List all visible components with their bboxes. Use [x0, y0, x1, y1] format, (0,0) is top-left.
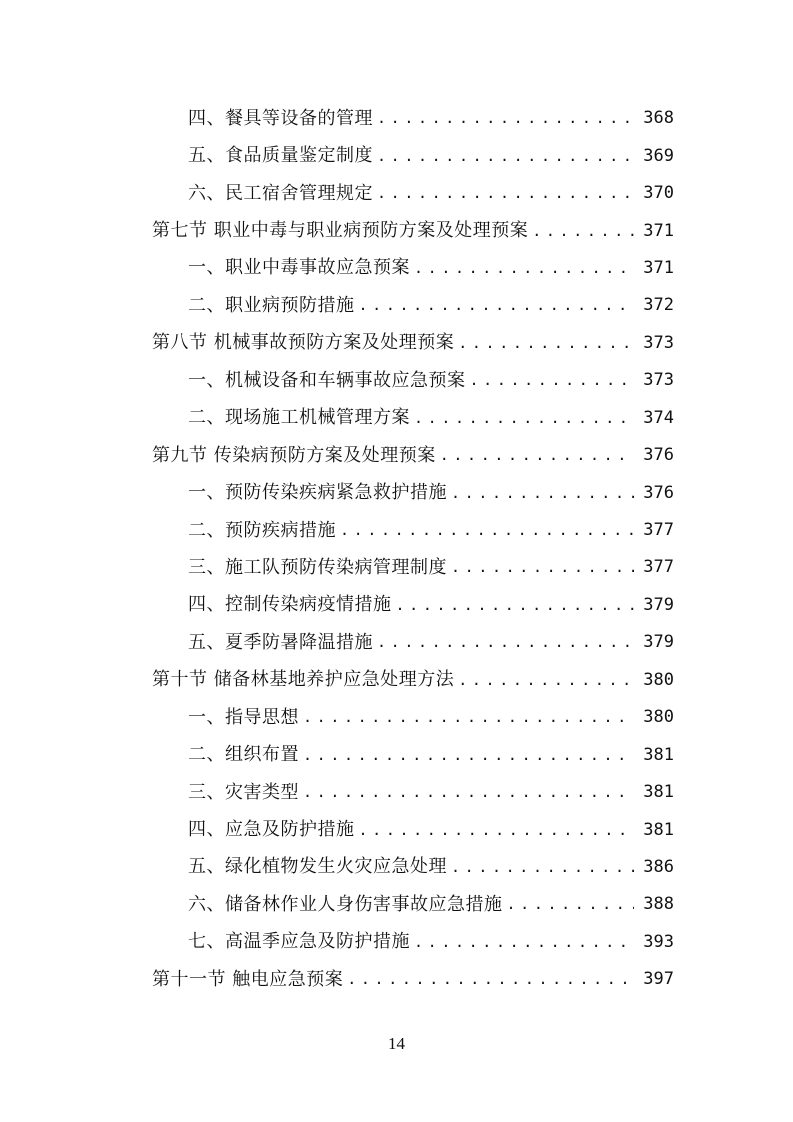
toc-entry-label: 一、职业中毒事故应急预案 [188, 257, 410, 279]
toc-entry-page-number: 376 [643, 482, 674, 503]
toc-entry-page-number: 368 [643, 108, 674, 129]
toc-entry-page-number: 369 [643, 145, 674, 166]
toc-dot-leader [373, 149, 634, 164]
toc-entry-page-number: 372 [643, 295, 674, 316]
toc-entry-label: 四、餐具等设备的管理 [188, 107, 373, 129]
toc-entry-label: 二、现场施工机械管理方案 [188, 407, 410, 429]
toc-entry-label: 五、绿化植物发生火灾应急处理 [188, 856, 447, 878]
toc-dot-leader [373, 186, 634, 201]
toc-dot-leader [299, 785, 634, 800]
toc-dot-leader [447, 860, 634, 875]
toc-entry-label: 二、预防疾病措施 [188, 519, 336, 541]
toc-subsection-entry[interactable] [152, 512, 674, 549]
toc-entry-page-number: 381 [643, 744, 674, 765]
toc-entry-page-number: 374 [643, 407, 674, 428]
toc-section-entry[interactable] [152, 212, 674, 249]
toc-subsection-entry[interactable] [152, 400, 674, 437]
toc-entry-page-number: 376 [643, 445, 674, 466]
toc-subsection-entry[interactable] [152, 474, 674, 511]
toc-entry-label: 一、指导思想 [188, 706, 299, 728]
toc-entry-page-number: 380 [643, 669, 674, 690]
toc-entry-page-number: 373 [643, 370, 674, 391]
toc-subsection-entry[interactable] [152, 362, 674, 399]
table-of-contents [152, 100, 674, 999]
toc-entry-label: 三、灾害类型 [188, 781, 299, 803]
toc-subsection-entry[interactable] [152, 175, 674, 212]
toc-subsection-entry[interactable] [152, 587, 674, 624]
toc-subsection-entry[interactable] [152, 811, 674, 848]
toc-entry-label: 二、职业病预防措施 [188, 294, 355, 316]
toc-entry-label: 第十一节 触电应急预案 [152, 968, 344, 990]
toc-entry-page-number: 373 [643, 332, 674, 353]
toc-entry-label: 六、储备林作业人身伤害事故应急措施 [188, 893, 503, 915]
toc-dot-leader [436, 448, 634, 463]
toc-section-entry[interactable] [152, 325, 674, 362]
toc-entry-page-number: 371 [643, 220, 674, 241]
toc-dot-leader [454, 673, 634, 688]
toc-dot-leader [466, 373, 635, 388]
toc-dot-leader [503, 897, 635, 912]
toc-entry-page-number: 386 [643, 856, 674, 877]
toc-entry-label: 第十节 储备林基地养护应急处理方法 [152, 669, 455, 691]
toc-subsection-entry[interactable] [152, 774, 674, 811]
toc-dot-leader [392, 598, 635, 613]
toc-entry-page-number: 381 [643, 819, 674, 840]
toc-dot-leader [528, 224, 634, 239]
toc-entry-label: 第八节 机械事故预防方案及处理预案 [152, 332, 455, 354]
toc-entry-page-number: 379 [643, 632, 674, 653]
toc-dot-leader [373, 635, 634, 650]
toc-dot-leader [355, 298, 635, 313]
toc-entry-page-number: 371 [643, 257, 674, 278]
toc-subsection-entry[interactable] [152, 287, 674, 324]
toc-dot-leader [447, 560, 634, 575]
toc-entry-label: 第九节 传染病预防方案及处理预案 [152, 444, 436, 466]
toc-entry-label: 第七节 职业中毒与职业病预防方案及处理预案 [152, 220, 529, 242]
toc-dot-leader [410, 935, 634, 950]
toc-section-entry[interactable] [152, 662, 674, 699]
toc-subsection-entry[interactable] [152, 100, 674, 137]
toc-entry-page-number: 393 [643, 931, 674, 952]
toc-dot-leader [373, 111, 634, 126]
toc-dot-leader [454, 336, 634, 351]
toc-dot-leader [336, 523, 634, 538]
toc-subsection-entry[interactable] [152, 736, 674, 773]
toc-section-entry[interactable] [152, 437, 674, 474]
toc-entry-page-number: 388 [643, 894, 674, 915]
toc-section-entry[interactable] [152, 961, 674, 998]
toc-subsection-entry[interactable] [152, 250, 674, 287]
toc-entry-label: 三、施工队预防传染病管理制度 [188, 556, 447, 578]
toc-entry-label: 七、高温季应急及防护措施 [188, 931, 410, 953]
toc-subsection-entry[interactable] [152, 849, 674, 886]
toc-dot-leader [410, 411, 634, 426]
toc-entry-label: 四、应急及防护措施 [188, 819, 355, 841]
toc-subsection-entry[interactable] [152, 624, 674, 661]
toc-entry-label: 四、控制传染病疫情措施 [188, 594, 392, 616]
toc-dot-leader [355, 823, 635, 838]
toc-entry-page-number: 380 [643, 707, 674, 728]
toc-subsection-entry[interactable] [152, 886, 674, 923]
toc-entry-label: 一、机械设备和车辆事故应急预案 [188, 369, 466, 391]
page-number: 14 [388, 1034, 405, 1053]
toc-entry-label: 五、夏季防暑降温措施 [188, 631, 373, 653]
toc-subsection-entry[interactable] [152, 699, 674, 736]
toc-dot-leader [299, 710, 634, 725]
toc-entry-label: 一、预防传染疾病紧急救护措施 [188, 482, 447, 504]
toc-entry-page-number: 397 [643, 969, 674, 990]
toc-subsection-entry[interactable] [152, 924, 674, 961]
toc-subsection-entry[interactable] [152, 137, 674, 174]
toc-subsection-entry[interactable] [152, 549, 674, 586]
toc-entry-page-number: 377 [643, 520, 674, 541]
toc-entry-page-number: 379 [643, 594, 674, 615]
toc-entry-page-number: 381 [643, 782, 674, 803]
toc-dot-leader [299, 748, 634, 763]
toc-entry-page-number: 377 [643, 557, 674, 578]
toc-entry-label: 二、组织布置 [188, 744, 299, 766]
toc-dot-leader [447, 486, 634, 501]
toc-dot-leader [410, 261, 634, 276]
toc-dot-leader [343, 972, 634, 987]
toc-entry-page-number: 370 [643, 183, 674, 204]
toc-entry-label: 五、食品质量鉴定制度 [188, 145, 373, 167]
toc-entry-label: 六、民工宿舍管理规定 [188, 182, 373, 204]
